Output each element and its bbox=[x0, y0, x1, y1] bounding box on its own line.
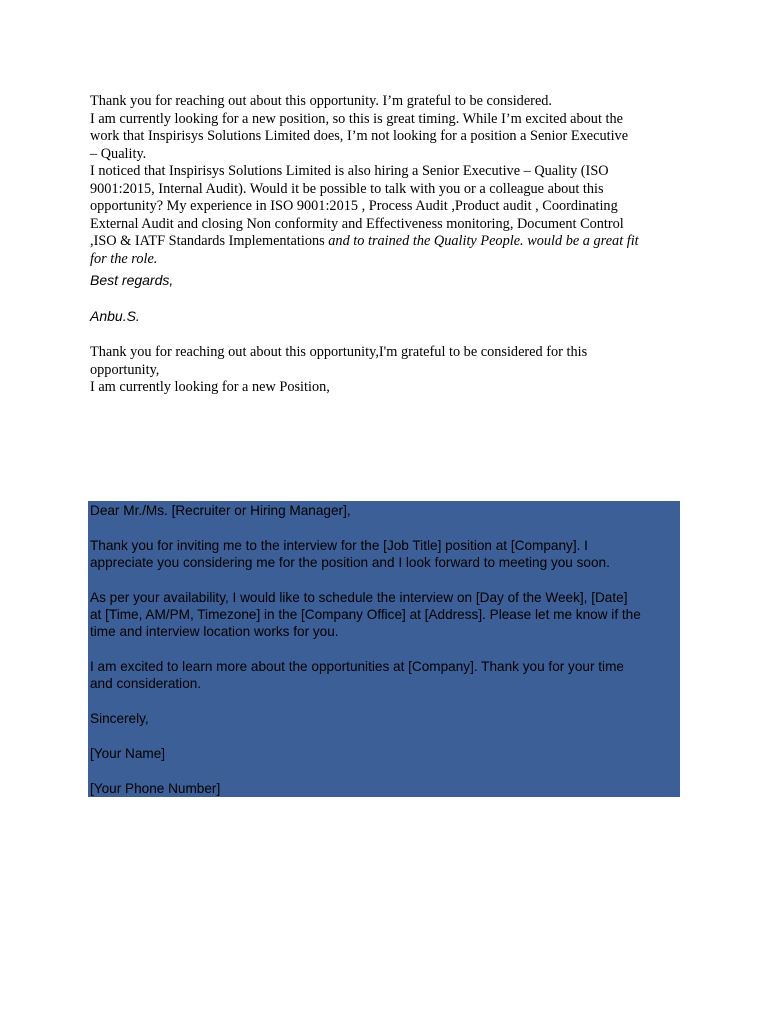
email-greeting: Dear Mr./Ms. [Recruiter or Hiring Manager], bbox=[90, 503, 351, 518]
letter-line: 9001:2015, Internal Audit). Would it be possible to talk with you or a colleague about this bbox=[90, 180, 604, 197]
letter-line: work that Inspirisys Solutions Limited does, I’m not looking for a position a Senior Executive bbox=[90, 128, 629, 144]
letter-line: External Audit and closing Non conformity and Effectiveness monitoring, Document Control bbox=[90, 215, 624, 232]
letter-line: – Quality. bbox=[90, 145, 147, 162]
letter-line: I am currently looking for a new position, so this is great timing. While I’m excited about the bbox=[90, 110, 623, 127]
closing-regards: Best regards, bbox=[90, 272, 174, 288]
email-name-placeholder: [Your Name] bbox=[90, 746, 166, 761]
letter-line: Thank you for reaching out about this opportunity. I’m grateful to be considered. bbox=[90, 93, 553, 109]
cover-letter-body bbox=[90, 93, 690, 268]
letter-line-normal-part: ,ISO & IATF Standards Implementations bbox=[90, 233, 329, 249]
email-paragraph-line: time and interview location works for you. bbox=[90, 624, 339, 639]
email-paragraph-line: I am excited to learn more about the opportunities at [Company]. Thank you for your time bbox=[90, 659, 624, 674]
email-sign-off: Sincerely, bbox=[90, 711, 149, 726]
letter-line: for the role. bbox=[90, 250, 158, 267]
letter-line-italic-part: and to trained the Quality People. would be a great fit bbox=[328, 233, 639, 249]
letter-line: opportunity? My experience in ISO 9001:2015 , Process Audit ,Product audit , Coordinating bbox=[90, 198, 618, 214]
interview-email-template bbox=[88, 501, 680, 797]
signature-name: Anbu.S. bbox=[90, 308, 140, 324]
email-paragraph-line: and consideration. bbox=[90, 676, 202, 691]
email-phone-placeholder: [Your Phone Number] bbox=[90, 781, 221, 796]
email-paragraph-line: at [Time, AM/PM, Timezone] in the [Company Office] at [Address]. Please let me know if the bbox=[90, 607, 641, 622]
note-line: Thank you for reaching out about this opportunity,I'm grateful to be considered for this bbox=[90, 344, 588, 360]
email-paragraph-line: appreciate you considering me for the position and I look forward to meeting you soon. bbox=[90, 555, 610, 570]
email-paragraph-line: Thank you for inviting me to the interview for the [Job Title] position at [Company]. I bbox=[90, 538, 588, 553]
email-paragraph-line: As per your availability, I would like to schedule the interview on [Day of the Week], [Date] bbox=[90, 590, 628, 605]
letter-line-mixed bbox=[90, 233, 690, 251]
second-note bbox=[90, 344, 690, 397]
note-line: I am currently looking for a new Position, bbox=[90, 379, 330, 395]
note-line: opportunity, bbox=[90, 361, 160, 378]
letter-line: I noticed that Inspirisys Solutions Limited is also hiring a Senior Executive – Quality (ISO bbox=[90, 163, 609, 179]
